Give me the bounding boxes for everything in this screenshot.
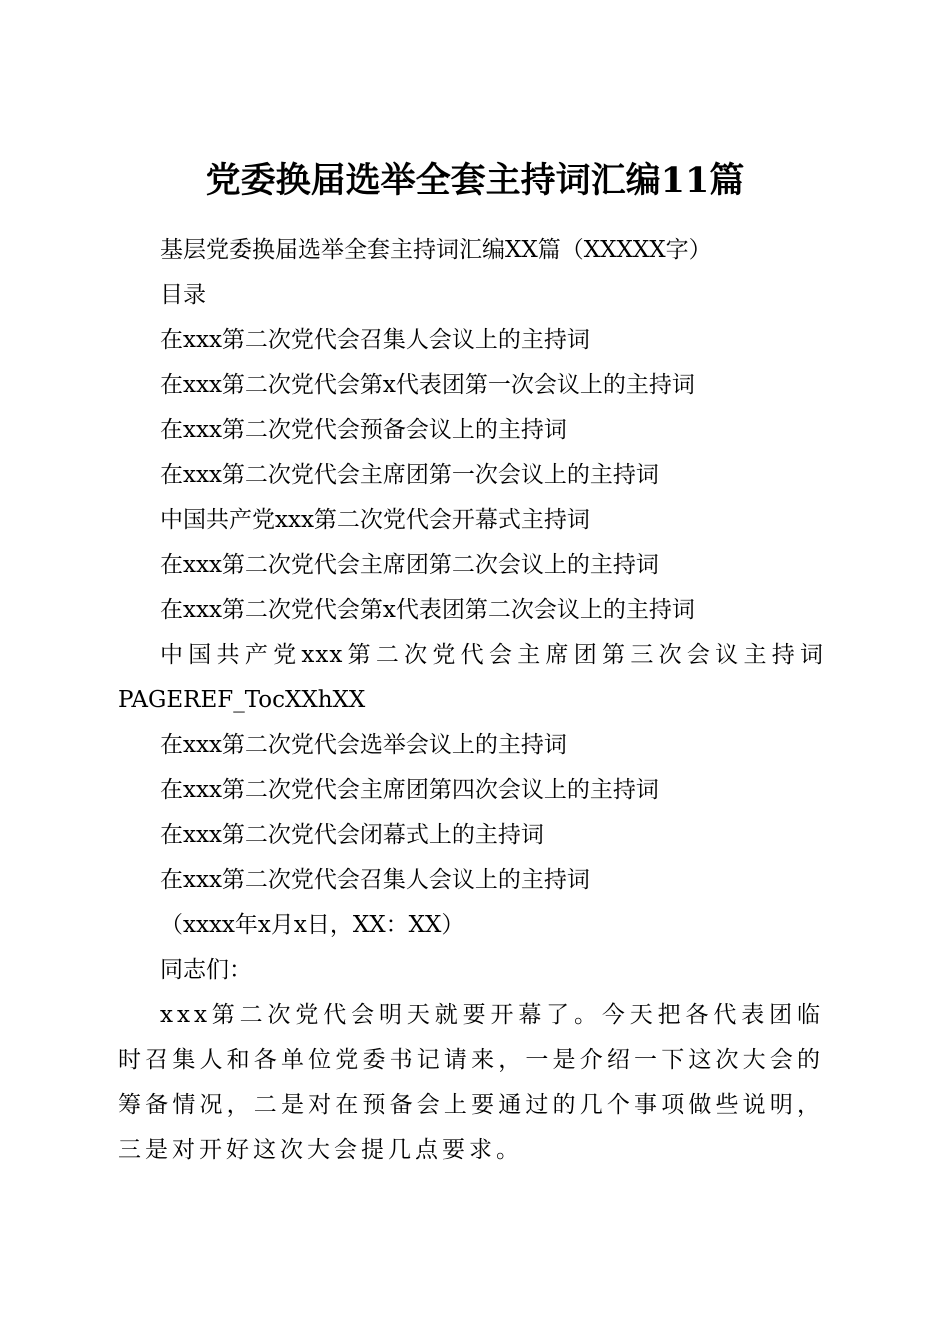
toc-item: 中国共产党xxx第二次党代会开幕式主持词: [160, 507, 590, 533]
toc-heading: 目录: [160, 282, 206, 308]
toc-item-long: 中国共产党xxx第二次党代会主席团第三次会议主持词: [160, 642, 824, 668]
document-title: 党委换届选举全套主持词汇编11篇: [205, 160, 745, 202]
date-line: （xxxx年x月x日，XX：XX）: [160, 912, 465, 938]
salutation: 同志们：: [160, 957, 252, 983]
toc-item: 在xxx第二次党代会主席团第二次会议上的主持词: [160, 552, 659, 578]
toc-item: 在xxx第二次党代会预备会议上的主持词: [160, 417, 567, 443]
toc-item: 在xxx第二次党代会主席团第四次会议上的主持词: [160, 777, 659, 803]
toc-item: 在xxx第二次党代会选举会议上的主持词: [160, 732, 567, 758]
document-body: [118, 228, 824, 1173]
toc-item: 在xxx第二次党代会闭幕式上的主持词: [160, 822, 544, 848]
toc-item: 在xxx第二次党代会第x代表团第一次会议上的主持词: [160, 372, 695, 398]
toc-item: 在xxx第二次党代会主席团第一次会议上的主持词: [160, 462, 659, 488]
body-paragraph: xxx第二次党代会明天就要开幕了。今天把各代表团临时召集人和各单位党委书记请来，一是介绍一下这次大会的筹备情况，二是对在预备会上要通过的几个事项做些说明，三是对开好这次大会提几点要求。: [118, 1002, 824, 1163]
document-subtitle: 基层党委换届选举全套主持词汇编XX篇（XXXXX字）: [160, 237, 712, 263]
section-title: 在xxx第二次党代会召集人会议上的主持词: [160, 867, 590, 893]
toc-field-code: PAGEREF_TocXXhXX: [118, 687, 366, 713]
toc-item: 在xxx第二次党代会召集人会议上的主持词: [160, 327, 590, 353]
toc-item: 在xxx第二次党代会第x代表团第二次会议上的主持词: [160, 597, 695, 623]
